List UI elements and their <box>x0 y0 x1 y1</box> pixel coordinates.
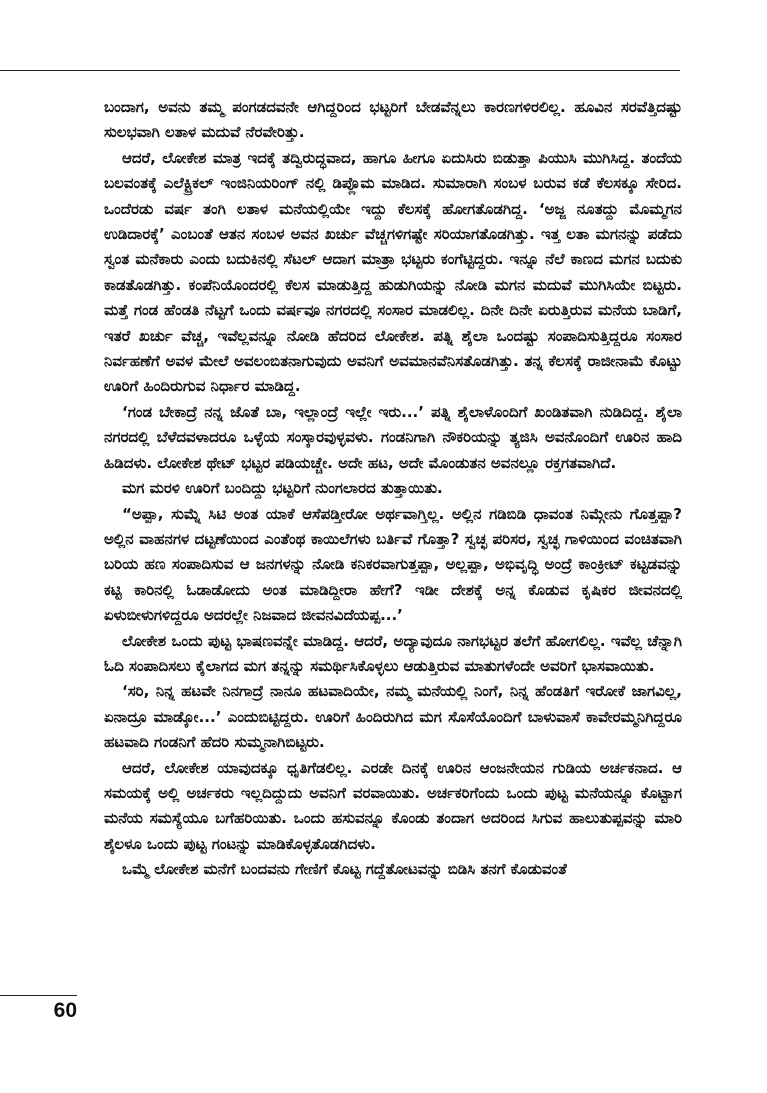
page-number: 60 <box>53 999 77 1022</box>
paragraph: ಬಂದಾಗ, ಅವನು ತಮ್ಮ ಪಂಗಡದವನೇ ಆಗಿದ್ದರಿಂದ ಭಟ್ಟರಿಗೆ ಬೇಡವೆನ್ನಲು ಕಾರಣಗಳಿರಲಿಲ್ಲ. ಹೂವಿನ ಸರವೆತ್ತಿದಷ್ಟು ಸುಲಭವಾಗಿ ಲತಾಳ ಮದುವೆ ನೆರವೇರಿತ್ತು. <box>104 98 682 142</box>
footer-rule <box>0 995 77 996</box>
paragraph: ಆದರೆ, ಲೋಕೇಶ ಮಾತ್ರ ಇದಕ್ಕೆ ತದ್ವಿರುದ್ಧವಾದ, ಹಾಗೂ ಹೀಗೂ ಏದುಸಿರು ಬಿಡುತ್ತಾ ಪಿಯುಸಿ ಮುಗಿಸಿದ್ದ. ತಂದೆಯ ಬಲವಂತಕ್ಕೆ ಎಲೆಕ್ಟ್ರಿಕಲ್ ಇಂಜಿನಿಯರಿಂಗ್ ನಲ್ಲಿ ಡಿಪ್ಲೊಮ ಮಾಡಿದ. ಸುಮಾರಾಗಿ ಸಂಬಳ ಬರುವ ಕಡೆ ಕೆಲಸಕ್ಕೂ ಸೇರಿದ. ಒಂದೆರಡು ವರ್ಷ ತಂಗಿ ಲತಾಳ ಮನೆಯಲ್ಲಿಯೇ ಇದ್ದು ಕೆಲಸಕ್ಕೆ ಹೋಗತೊಡಗಿದ್ದ. ‘ಅಜ್ಜ ನೂತದ್ದು ಮೊಮ್ಮಗನ ಉಡಿದಾರಕ್ಕೆ’ ಎಂಬಂತೆ ಆತನ ಸಂಬಳ ಅವನ ಖರ್ಚು ವೆಚ್ಚಗಳಿಗಷ್ಟೇ ಸರಿಯಾಗತೊಡಗಿತ್ತು. ಇತ್ತ ಲತಾ ಮಗನನ್ನು ಪಡೆದು ಸ್ವಂತ ಮನೆಕಾರು ಎಂದು ಬದುಕಿನಲ್ಲಿ ಸೆಟಲ್ ಆದಾಗ ಮಾತ್ರಾ ಭಟ್ಟರು ಕಂಗೆಟ್ಟಿದ್ದರು. ಇನ್ನೂ ನೆಲೆ ಕಾಣದ ಮಗನ ಬದುಕು ಕಾಡತೊಡಗಿತ್ತು. ಕಂಪೆನಿಯೊಂದರಲ್ಲಿ ಕೆಲಸ ಮಾಡುತ್ತಿದ್ದ ಹುಡುಗಿಯನ್ನು ನೋಡಿ ಮಗನ ಮದುವೆ ಮುಗಿಸಿಯೇ ಬಿಟ್ಟರು. ಮತ್ತೆ ಗಂಡ ಹೆಂಡತಿ ನೆಟ್ಟಗೆ ಒಂದು ವರ್ಷವೂ ನಗರದಲ್ಲಿ ಸಂಸಾರ ಮಾಡಲಿಲ್ಲ. ದಿನೇ ದಿನೇ ಏರುತ್ತಿರುವ ಮನೆಯ ಬಾಡಿಗೆ, ಇತರೆ ಖರ್ಚು ವೆಚ್ಚ, ಇವೆಲ್ಲವನ್ನೂ ನೋಡಿ ಹೆದರಿದ ಲೋಕೇಶ. ಪತ್ನಿ ಶೈಲಾ ಒಂದಷ್ಟು ಸಂಪಾದಿಸುತ್ತಿದ್ದರೂ ಸಂಸಾರ ನಿರ್ವಹಣೆಗೆ ಅವಳ ಮೇಲೆ ಅವಲಂಬಿತನಾಗುವುದು ಅವನಿಗೆ ಅವಮಾನವೆನಿಸತೊಡಗಿತ್ತು. ತನ್ನ ಕೆಲಸಕ್ಕೆ ರಾಜೀನಾಮೆ ಕೊಟ್ಟು ಊರಿಗೆ ಹಿಂದಿರುಗುವ ನಿರ್ಧಾರ ಮಾಡಿದ್ದ. <box>104 148 682 396</box>
paragraph: ‘ಸರಿ, ನಿನ್ನ ಹಟವೇ ನಿನಗಾದ್ರೆ ನಾನೂ ಹಟವಾದಿಯೇ, ನಮ್ಮ ಮನೆಯಲ್ಲಿ ನಿಂಗೆ, ನಿನ್ನ ಹೆಂಡತಿಗೆ ಇರೋಕೆ ಜಾಗವಿಲ್ಲ, ಏನಾದ್ರೂ ಮಾಡ್ಕೋ...’ ಎಂದುಬಿಟ್ಟಿದ್ದರು. ಊರಿಗೆ ಹಿಂದಿರುಗಿದ ಮಗ ಸೊಸೆಯೊಂದಿಗೆ ಬಾಳುವಾಸೆ ಕಾವೇರಮ್ಮನಿಗಿದ್ದರೂ ಹಟವಾದಿ ಗಂಡನಿಗೆ ಹೆದರಿ ಸುಮ್ಮನಾಗಿಬಿಟ್ಟರು. <box>104 682 682 752</box>
paragraph: ಒಮ್ಮೆ ಲೋಕೇಶ ಮನೆಗೆ ಬಂದವನು ಗೇಣಿಗೆ ಕೊಟ್ಟ ಗದ್ದೆತೋಟವನ್ನು ಬಿಡಿಸಿ ತನಗೆ ಕೊಡುವಂತೆ <box>122 860 567 879</box>
paragraph: “ಅಪ್ಪಾ, ಸುಮ್ನೆ ಸಿಟಿ ಅಂತ ಯಾಕೆ ಆಸೆಪಡ್ತೀರೋ ಅರ್ಥವಾಗ್ತಿಲ್ಲ. ಅಲ್ಲಿನ ಗಡಿಬಿಡಿ ಧಾವಂತ ನಿಮ್ಗೇನು ಗೊತ್ತಪ್ಪಾ? ಅಲ್ಲಿನ ವಾಹನಗಳ ದಟ್ಟಣೆಯಿಂದ ಎಂತೆಂಥ ಕಾಯಿಲೆಗಳು ಬರ್ತಿವೆ ಗೊತ್ತಾ? ಸ್ವಚ್ಛ ಪರಿಸರ, ಸ್ವಚ್ಛ ಗಾಳಿಯಿಂದ ವಂಚಿತವಾಗಿ ಬರಿಯ ಹಣ ಸಂಪಾದಿಸುವ ಆ ಜನಗಳನ್ನು ನೋಡಿ ಕನಿಕರವಾಗುತ್ತಪ್ಪಾ, ಅಲ್ಲಪ್ಪಾ, ಅಭಿವೃದ್ಧಿ ಅಂದ್ರೆ ಕಾಂಕ್ರೀಟ್ ಕಟ್ಟಡವನ್ನು ಕಟ್ಟಿ ಕಾರಿನಲ್ಲಿ ಓಡಾಡೋದು ಅಂತ ಮಾಡಿದ್ದೀರಾ ಹೇಗೆ? ಇಡೀ ದೇಶಕ್ಕೆ ಅನ್ನ ಕೊಡುವ ಕೃಷಿಕರ ಜೀವನದಲ್ಲಿ ಏಳುಬೀಳುಗಳಿದ್ದರೂ ಅದರಲ್ಲೇ ನಿಜವಾದ ಜೀವನವಿದೆಯಪ್ಪ...’ <box>104 504 682 625</box>
paragraph: ಆದರೆ, ಲೋಕೇಶ ಯಾವುದಕ್ಕೂ ಧೃತಿಗೆಡಲಿಲ್ಲ. ಎರಡೇ ದಿನಕ್ಕೆ ಊರಿನ ಆಂಜನೇಯನ ಗುಡಿಯ ಅರ್ಚಕನಾದ. ಆ ಸಮಯಕ್ಕೆ ಅಲ್ಲಿ ಅರ್ಚಕರು ಇಲ್ಲದಿದ್ದುದು ಅವನಿಗೆ ವರವಾಯಿತು. ಅರ್ಚಕರಿಗೆಂದು ಒಂದು ಪುಟ್ಟ ಮನೆಯನ್ನೂ ಕೊಟ್ಟಾಗ ಮನೆಯ ಸಮಸ್ಯೆಯೂ ಬಗೆಹರಿಯಿತು. ಒಂದು ಹಸುವನ್ನೂ ಕೊಂಡು ತಂದಾಗ ಅದರಿಂದ ಸಿಗುವ ಹಾಲುತುಪ್ಪವನ್ನು ಮಾರಿ ಶೈಲಳೂ ಒಂದು ಪುಟ್ಟ ಗಂಟನ್ನು ಮಾಡಿಕೊಳ್ಳತೊಡಗಿದಳು. <box>104 758 682 853</box>
paragraph: ‘ಗಂಡ ಬೇಕಾದ್ರೆ ನನ್ನ ಜೊತೆ ಬಾ, ಇಲ್ಲಾಂದ್ರೆ ಇಲ್ಲೇ ಇರು...’ ಪತ್ನಿ ಶೈಲಾಳೊಂದಿಗೆ ಖಂಡಿತವಾಗಿ ನುಡಿದಿದ್ದ. ಶೈಲಾ ನಗರದಲ್ಲಿ ಬೆಳೆದವಳಾದರೂ ಒಳ್ಳೆಯ ಸಂಸ್ಕಾರವುಳ್ಳವಳು. ಗಂಡನಿಗಾಗಿ ನೌಕರಿಯನ್ನು ತ್ಯಜಿಸಿ ಅವನೊಂದಿಗೆ ಊರಿನ ಹಾದಿ ಹಿಡಿದಳು. ಲೋಕೇಶ ಥೇಟ್ ಭಟ್ಟರ ಪಡಿಯಚ್ಚೇ. ಅದೇ ಹಟ, ಅದೇ ಮೊಂಡುತನ ಅವನಲ್ಲೂ ರಕ್ತಗತವಾಗಿದೆ. <box>104 402 682 472</box>
paragraph: ಮಗ ಮರಳಿ ಊರಿಗೆ ಬಂದಿದ್ದು ಭಟ್ಟರಿಗೆ ನುಂಗಲಾರದ ತುತ್ತಾಯಿತು. <box>122 479 443 498</box>
paragraph: ಲೋಕೇಶ ಒಂದು ಪುಟ್ಟ ಭಾಷಣವನ್ನೇ ಮಾಡಿದ್ದ. ಆದರೆ, ಅದ್ಯಾವುದೂ ನಾಗಭಟ್ಟರ ತಲೆಗೆ ಹೋಗಲಿಲ್ಲ. ಇವೆಲ್ಲ ಚೆನ್ನಾಗಿ ಓದಿ ಸಂಪಾದಿಸಲು ಕೈಲಾಗದ ಮಗ ತನ್ನನ್ನು ಸಮರ್ಥಿಸಿಕೊಳ್ಳಲು ಆಡುತ್ತಿರುವ ಮಾತುಗಳೆಂದೇ ಅವರಿಗೆ ಭಾಸವಾಯಿತು. <box>104 631 682 675</box>
body-text <box>104 95 682 883</box>
header-rule <box>0 70 680 71</box>
